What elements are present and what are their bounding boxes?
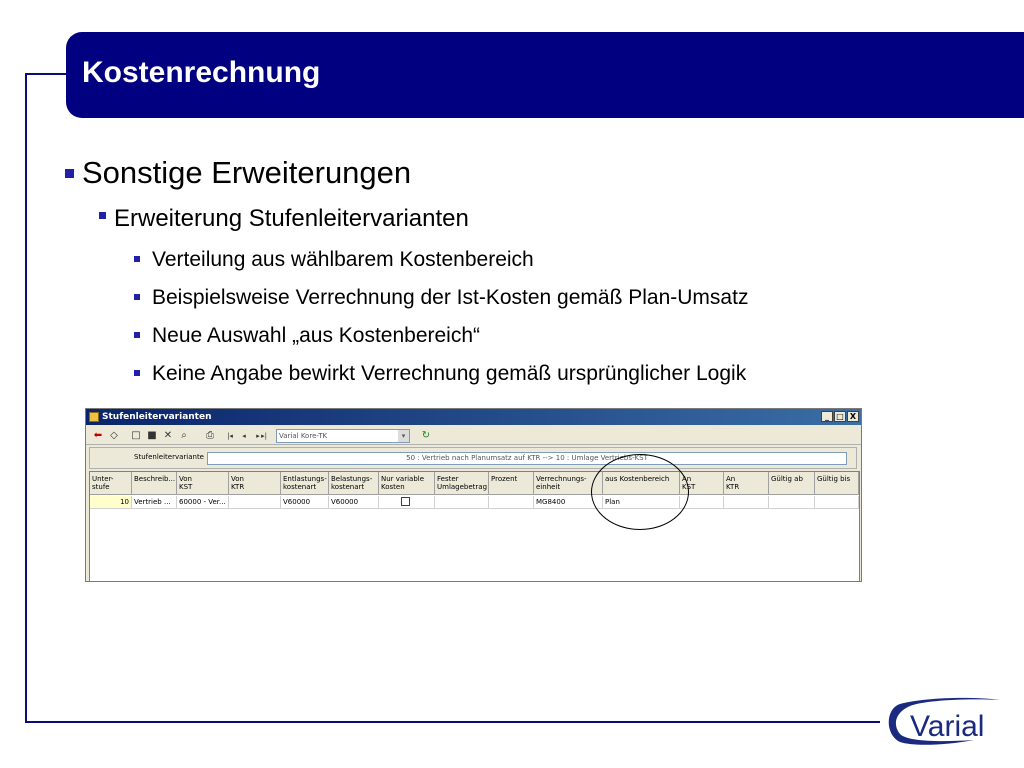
variant-table [89, 471, 860, 582]
bullet-square-icon [134, 256, 140, 262]
table-cell[interactable]: 60000 - Ver... [177, 496, 229, 509]
column-header[interactable]: An KST [680, 472, 724, 495]
table-cell[interactable]: MG8400 [534, 496, 603, 509]
table-cell-checkbox[interactable] [379, 496, 435, 509]
column-header[interactable]: Prozent [489, 472, 534, 495]
column-header[interactable]: Beschreib... [132, 472, 177, 495]
bullet-level2: Erweiterung Stufenleitervarianten [114, 205, 469, 232]
table-cell[interactable] [489, 496, 534, 509]
chevron-down-icon[interactable]: ▾ [398, 430, 409, 442]
slide-title: Kostenrechnung [82, 56, 321, 89]
table-cell[interactable] [724, 496, 769, 509]
window-titlebar[interactable] [86, 409, 861, 425]
column-header[interactable]: Nur variable Kosten [379, 472, 435, 495]
column-header[interactable]: Belastungs- kostenart [329, 472, 379, 495]
varial-logo [882, 694, 1006, 748]
bullet-square-icon [134, 332, 140, 338]
variable-costs-checkbox[interactable] [401, 497, 410, 506]
bullet-level3: Neue Auswahl „aus Kostenbereich“ [152, 324, 481, 347]
variant-panel [89, 447, 857, 469]
window-app-icon [89, 412, 99, 422]
variant-label: Stufenleitervariante [134, 453, 204, 461]
column-header[interactable]: Entlastungs- kostenart [281, 472, 329, 495]
table-cell[interactable] [435, 496, 489, 509]
table-cell[interactable] [815, 496, 859, 509]
column-header[interactable]: Von KTR [229, 472, 281, 495]
frame-line-bottom [25, 721, 880, 723]
company-combo[interactable] [276, 429, 410, 443]
back-arrow-icon[interactable]: ⬅ [93, 430, 103, 441]
title-bar [66, 32, 1024, 118]
new-icon[interactable]: □ [131, 430, 141, 441]
save-icon[interactable]: ■ [147, 430, 157, 441]
next-icon[interactable]: ▸ [256, 432, 260, 440]
table-cell[interactable]: 10 [90, 496, 132, 509]
bullet-square-icon [134, 370, 140, 376]
window-title: Stufenleitervarianten [102, 412, 212, 422]
frame-line-left [25, 73, 27, 723]
column-header[interactable]: An KTR [724, 472, 769, 495]
column-header[interactable]: Von KST [177, 472, 229, 495]
minimize-button[interactable]: _ [821, 411, 833, 422]
toolbar [86, 427, 861, 445]
bullet-level1: Sonstige Erweiterungen [82, 155, 412, 190]
close-button[interactable]: X [847, 411, 859, 422]
search-icon[interactable]: ⌕ [181, 430, 187, 441]
stufenleitervarianten-window [85, 408, 862, 582]
eraser-icon[interactable]: ◇ [110, 430, 118, 441]
table-cell[interactable]: V60000 [329, 496, 379, 509]
bullet-square-icon [65, 169, 74, 178]
bullet-square-icon [134, 294, 140, 300]
bullet-level3: Keine Angabe bewirkt Verrechnung gemäß ursprünglicher Logik [152, 362, 747, 385]
table-cell[interactable]: V60000 [281, 496, 329, 509]
delete-icon[interactable]: ✕ [163, 430, 173, 441]
table-cell[interactable]: Plan [603, 496, 680, 509]
column-header[interactable]: Fester Umlagebetrag [435, 472, 489, 495]
first-icon[interactable]: |◂ [227, 432, 233, 440]
last-icon[interactable]: ▸| [261, 432, 267, 440]
refresh-icon[interactable]: ↻ [421, 430, 431, 441]
print-icon[interactable]: ⎙ [206, 430, 214, 441]
bullet-level3: Verteilung aus wählbarem Kostenbereich [152, 248, 534, 271]
frame-line-top [25, 73, 70, 75]
table-cell[interactable] [769, 496, 815, 509]
prev-icon[interactable]: ◂ [242, 432, 246, 440]
logo-wordmark: Varial [910, 710, 985, 743]
column-header[interactable]: Verrechnungs- einheit [534, 472, 603, 495]
column-header[interactable]: Gültig bis [815, 472, 859, 495]
maximize-button[interactable]: □ [834, 411, 846, 422]
table-cell[interactable]: Vertrieb ... [132, 496, 177, 509]
column-header[interactable]: Unter- stufe [90, 472, 132, 495]
highlight-circle [591, 454, 689, 530]
column-header[interactable]: Gültig ab [769, 472, 815, 495]
bullet-square-icon [99, 212, 106, 219]
bullet-level3: Beispielsweise Verrechnung der Ist-Kosten gemäß Plan-Umsatz [152, 286, 749, 309]
company-combo-value: Varial Kore-TK [279, 432, 328, 440]
table-cell[interactable] [229, 496, 281, 509]
column-header[interactable]: aus Kostenbereich [603, 472, 680, 495]
variant-field[interactable]: 50 : Vertrieb nach Planumsatz auf KTR --> 10 : Umlage Vertriebs-KST [207, 452, 847, 465]
